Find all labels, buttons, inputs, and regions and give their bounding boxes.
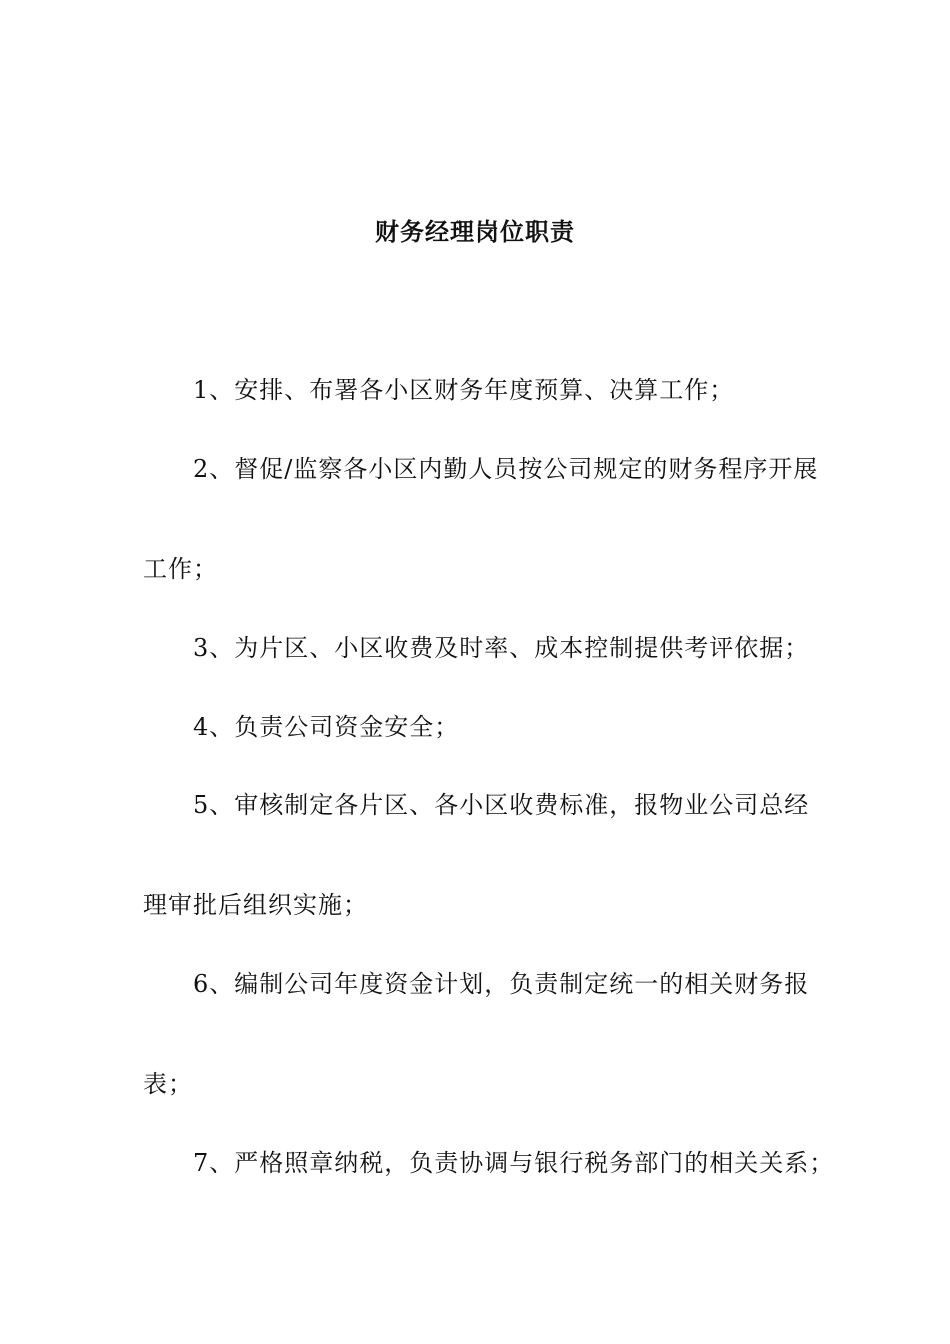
duty-item-2: 2、督促/监察各小区内勤人员按公司规定的财务程序开展 — [193, 455, 819, 483]
duty-item-5-continued: 理审批后组织实施； — [143, 891, 368, 919]
duty-item-6: 6、编制公司年度资金计划，负责制定统一的相关财务报 — [193, 970, 810, 998]
duty-item-5: 5、审核制定各片区、各小区收费标准，报物业公司总经 — [193, 791, 810, 819]
duty-item-1: 1、安排、布署各小区财务年度预算、决算工作； — [193, 376, 735, 404]
duty-item-4: 4、负责公司资金安全； — [193, 713, 460, 741]
document-title: 财务经理岗位职责 — [375, 218, 575, 246]
duty-item-2-continued: 工作； — [143, 555, 218, 583]
duty-item-7: 7、严格照章纳税，负责协调与银行税务部门的相关关系； — [193, 1149, 835, 1177]
duty-item-6-continued: 表； — [143, 1070, 193, 1098]
duty-item-3: 3、为片区、小区收费及时率、成本控制提供考评依据； — [193, 634, 810, 662]
